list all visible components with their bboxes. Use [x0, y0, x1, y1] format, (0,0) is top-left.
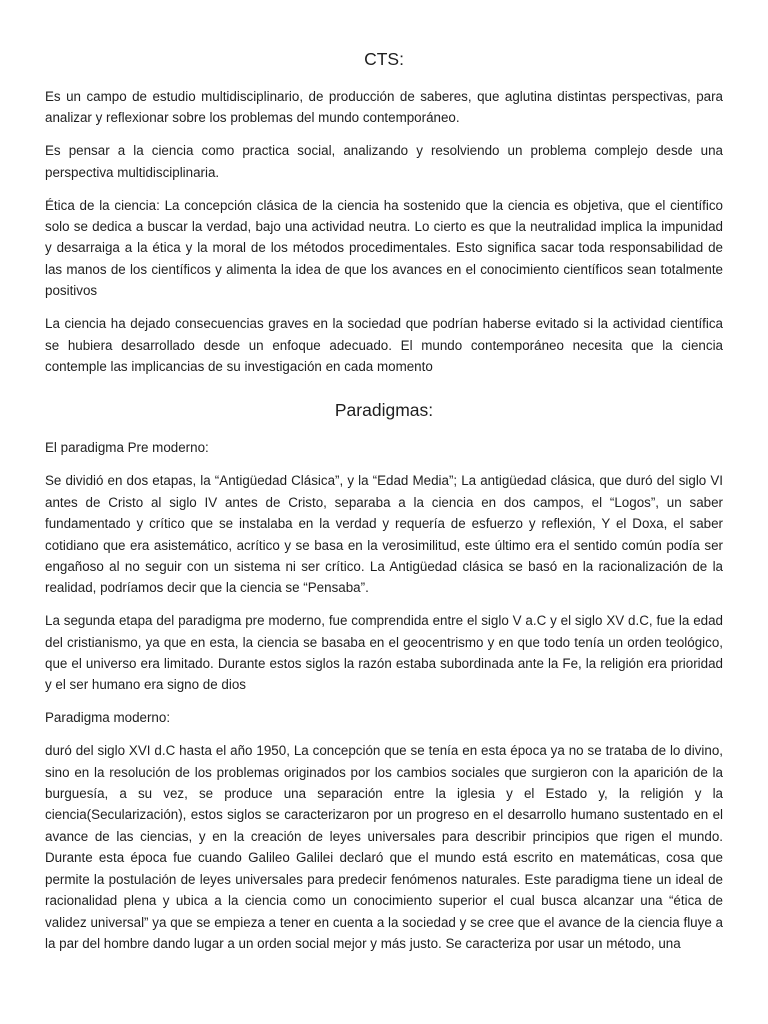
premodern-paragraph-1: Se dividió en dos etapas, la “Antigüedad Clásica”, y la “Edad Media”; La antigüedad clásica, que duró del siglo VI antes de Cristo al siglo IV antes de Cristo, separaba a la ciencia en dos campos, el “Logos”, un saber fundamentado y crítico que se instalaba en la verdad y requería de esfuerzo y reflexión, Y el Doxa, el saber cotidiano que era asistemático, acrítico y se basa en la verosimilitud, este último era el sentido común podía ser engañoso al no seguir con un sistema ni ser crítico. La Antigüedad clásica se basó en la racionalización de la realidad, podríamos decir que la ciencia se “Pensaba”. — [45, 473, 723, 596]
intro-paragraph-2: Es pensar a la ciencia como practica social, analizando y resolviendo un problema complejo desde una perspectiva multidisciplinaria. — [45, 143, 723, 180]
section-heading-paradigmas: Paradigmas: — [334, 400, 434, 421]
premodern-label: El paradigma Pre moderno: — [45, 440, 209, 456]
ethics-paragraph: Ética de la ciencia: La concepción clásica de la ciencia ha sostenido que la ciencia es objetiva, que el científico solo se dedica a buscar la verdad, bajo una actividad neutra. Lo cierto es que la neutralidad implica la impunidad y desarraiga a la ética y la moral de los métodos procedimentales. Esto significa sacar toda responsabilidad de las manos de los científicos y alimenta la idea de que los avances en el conocimiento científicos sean totalmente positivos — [45, 197, 723, 299]
modern-label: Paradigma moderno: — [45, 710, 171, 726]
intro-paragraph-1: Es un campo de estudio multidisciplinario, de producción de saberes, que aglutina distintas perspectivas, para analizar y reflexionar sobre los problemas del mundo contemporáneo. — [45, 89, 723, 126]
document-title: CTS: — [364, 49, 404, 69]
premodern-paragraph-2: La segunda etapa del paradigma pre moderno, fue comprendida entre el siglo V a.C y el siglo XV d.C, fue la edad del cristianismo, ya que en esta, la ciencia se basaba en el geocentrismo y en que todo tenía un orden teológico, que el universo era limitado. Durante estos siglos la razón estaba subordinada ante la Fe, la religión era prioridad y el ser humano era signo de dios — [45, 613, 723, 693]
modern-paragraph: duró del siglo XVI d.C hasta el año 1950, La concepción que se tenía en esta época ya no se trataba de lo divino, sino en la resolución de los problemas originados por los cambios sociales que surgieron con la aparición de la burguesía, a su vez, se produce una separación entre la iglesia y el Estado y, la religión y la ciencia(Secularización), estos siglos se caracterizaron por un progreso en el desarrollo humano sustentado en el avance de las ciencias, y en la creación de leyes universales para describir principios que rigen el mundo. Durante esta época fue cuando Galileo Galilei declaró que el mundo está escrito en matemáticas, cosa que permite la postulación de leyes universales para predecir fenómenos naturales. Este paradigma tiene un ideal de racionalidad plena y ubica a la ciencia como un conocimiento superior el cual busca alcanzar una “ética de validez universal” ya que se empieza a tener en cuenta a la sociedad y se cree que el avance de la ciencia fluye a la par del hombre dando lugar a un orden social mejor y más justo. Se caracteriza por usar un método, una — [45, 743, 723, 951]
document-page — [45, 46, 723, 966]
consequences-paragraph: La ciencia ha dejado consecuencias graves en la sociedad que podrían haberse evitado si la actividad científica se hubiera desarrollado desde un enfoque adecuado. El mundo contemporáneo necesita que la ciencia contemple las implicancias de su investigación en cada momento — [45, 316, 723, 374]
